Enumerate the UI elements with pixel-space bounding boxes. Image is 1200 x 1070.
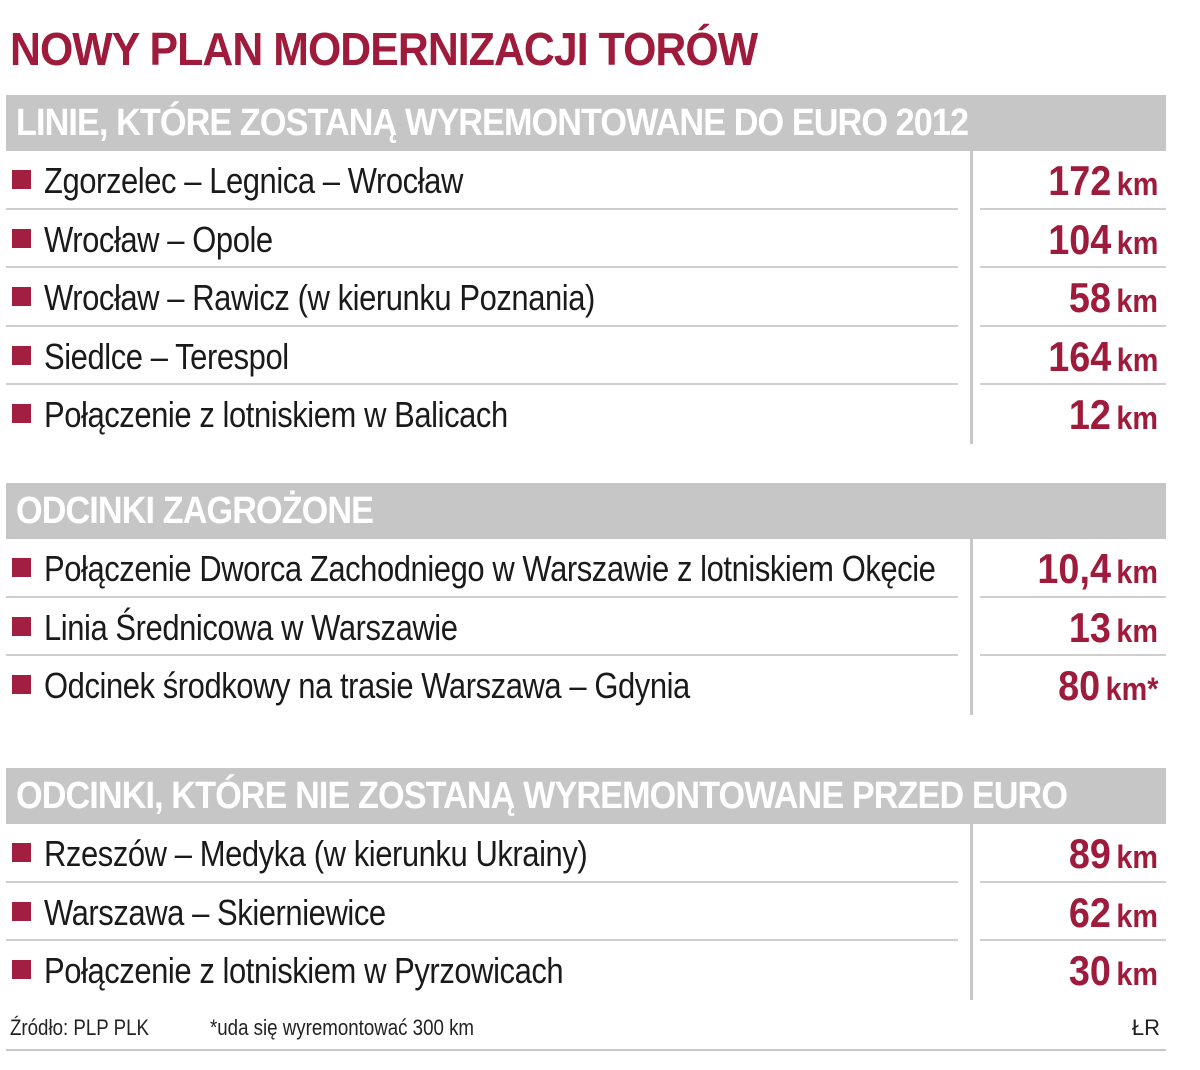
row-label: Odcinek środkowy na trasie Warszawa – Gdynia: [44, 665, 690, 706]
row-value-number: 10,4: [1037, 545, 1111, 592]
row-value-number: 89: [1068, 830, 1111, 877]
row-value: [1069, 604, 1158, 652]
table-row: [6, 656, 1166, 715]
section-header-label: ODCINKI ZAGROŻONE: [16, 490, 374, 532]
square-bullet-icon: [12, 902, 31, 921]
table-row: [6, 883, 1166, 942]
row-value-number: 13: [1068, 603, 1111, 651]
row-label: Połączenie z lotniskiem w Pyrzowicach: [44, 950, 564, 991]
row-value-number: 30: [1068, 947, 1111, 994]
row-value-number: 80: [1057, 662, 1100, 709]
row-value: [1058, 662, 1158, 710]
section-header: [6, 95, 1166, 151]
table-row: [6, 385, 1166, 444]
square-bullet-icon: [12, 404, 31, 423]
author-initials: ŁR: [1131, 1015, 1160, 1040]
row-value-unit: km: [1116, 554, 1158, 590]
row-label: Siedlce – Terespol: [44, 335, 289, 377]
row-value: [1069, 391, 1158, 439]
square-bullet-icon: [12, 346, 31, 365]
row-label: Warszawa – Skierniewice: [44, 891, 386, 933]
row-value: [1069, 947, 1158, 995]
row-value-unit: km: [1116, 341, 1158, 378]
square-bullet-icon: [12, 170, 31, 189]
row-value-number: 164: [1047, 332, 1111, 380]
row-value: [1069, 830, 1158, 878]
row-value: [1069, 889, 1158, 937]
row-value-number: 62: [1068, 888, 1111, 936]
row-value-number: 58: [1068, 274, 1111, 321]
section-rows: [6, 824, 1166, 1000]
row-label: Wrocław – Rawicz (w kierunku Poznania): [44, 277, 595, 318]
row-label: Zgorzelec – Legnica – Wrocław: [44, 160, 463, 201]
footnote: *uda się wyremontować 300 km: [210, 1015, 475, 1040]
square-bullet-icon: [12, 229, 31, 248]
table-row: [6, 327, 1166, 386]
square-bullet-icon: [12, 675, 31, 694]
row-value-unit: km: [1116, 224, 1158, 261]
table-row: [6, 539, 1166, 598]
row-value: [1069, 274, 1158, 322]
section-header: [6, 768, 1166, 824]
page-title: NOWY PLAN MODERNIZACJI TORÓW: [10, 23, 758, 75]
row-value-unit: km: [1116, 839, 1158, 875]
table-row: [6, 598, 1166, 657]
table-row: [6, 824, 1166, 883]
section-not-renovated: [6, 768, 1166, 1000]
row-value-unit: km: [1116, 897, 1158, 934]
row-value: [1037, 545, 1158, 593]
bottom-divider: [6, 1049, 1166, 1051]
footer: [10, 1015, 1160, 1045]
row-value-unit: km: [1116, 283, 1158, 319]
source-note: Źródło: PLP PLK: [10, 1015, 149, 1040]
section-header-label: ODCINKI, KTÓRE NIE ZOSTANĄ WYREMONTOWANE PRZED EURO: [16, 775, 1068, 817]
row-label: Linia Średnicowa w Warszawie: [44, 606, 458, 648]
row-value: [1048, 333, 1158, 381]
row-value-unit: km: [1116, 956, 1158, 992]
row-value-unit: km: [1116, 400, 1158, 436]
row-label: Wrocław – Opole: [44, 218, 273, 260]
section-rows: [6, 151, 1166, 444]
row-value-number: 12: [1068, 391, 1111, 438]
row-label: Połączenie z lotniskiem w Balicach: [44, 394, 508, 435]
square-bullet-icon: [12, 960, 31, 979]
square-bullet-icon: [12, 558, 31, 577]
square-bullet-icon: [12, 843, 31, 862]
section-endangered-sections: [6, 483, 1166, 715]
table-row: [6, 268, 1166, 327]
square-bullet-icon: [12, 287, 31, 306]
section-header-label: LINIE, KTÓRE ZOSTANĄ WYREMONTOWANE DO EURO 2012: [16, 102, 969, 144]
section-renovated-lines: [6, 95, 1166, 444]
row-value-unit: km*: [1105, 671, 1158, 707]
row-value-unit: km: [1116, 612, 1158, 649]
row-label: Połączenie Dworca Zachodniego w Warszawie z lotniskiem Okęcie: [44, 548, 936, 589]
row-value: [1048, 157, 1158, 205]
row-value: [1048, 216, 1158, 264]
square-bullet-icon: [12, 617, 31, 636]
table-row: [6, 941, 1166, 1000]
row-label: Rzeszów – Medyka (w kierunku Ukrainy): [44, 833, 588, 874]
section-rows: [6, 539, 1166, 715]
row-value-number: 172: [1047, 157, 1111, 204]
table-row: [6, 151, 1166, 210]
table-row: [6, 210, 1166, 269]
row-value-unit: km: [1116, 166, 1158, 202]
section-header: [6, 483, 1166, 539]
row-value-number: 104: [1047, 215, 1111, 263]
